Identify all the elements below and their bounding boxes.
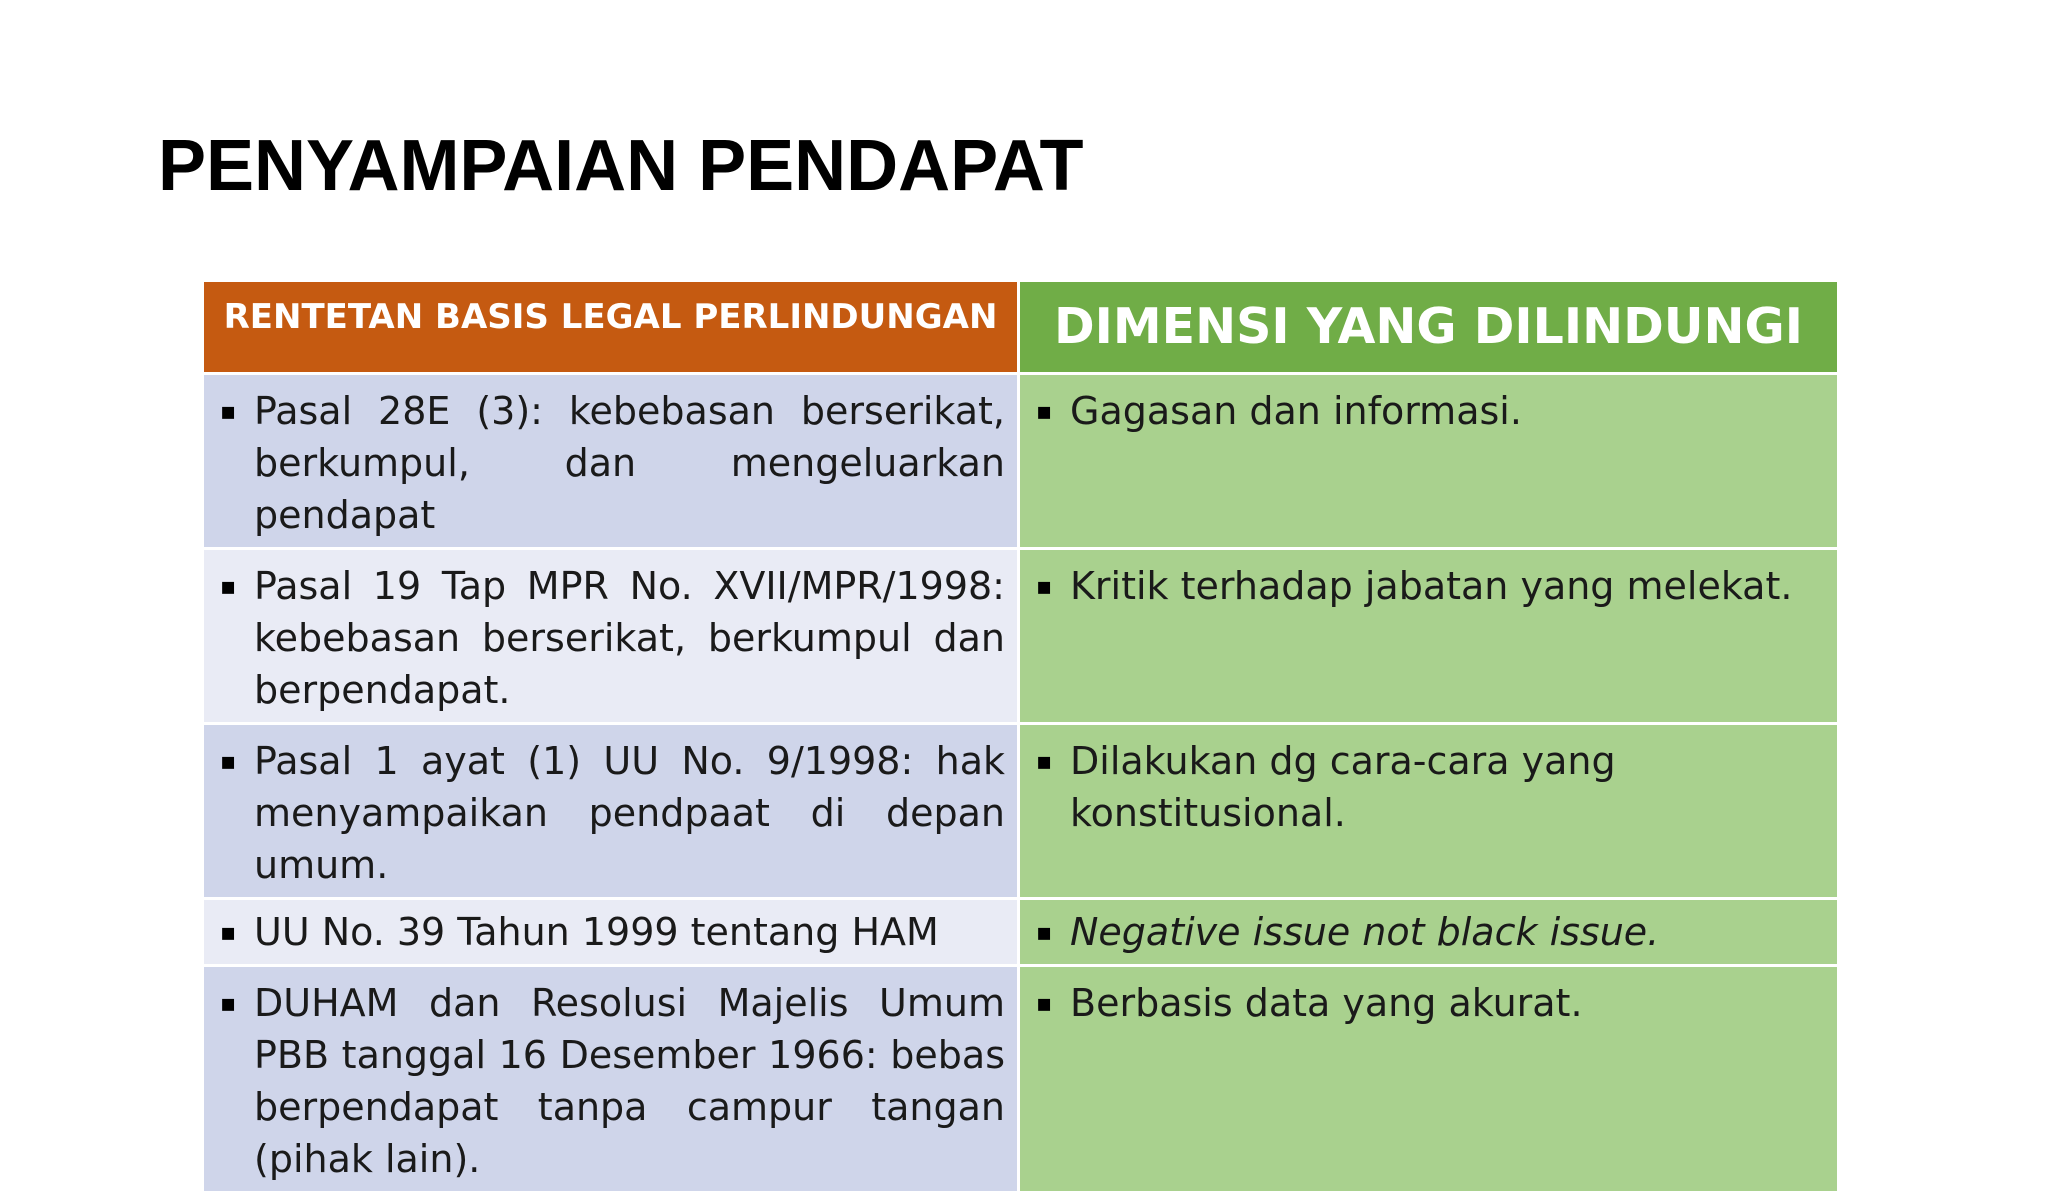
protected-dimension-text: Negative issue not black issue.	[1070, 910, 1660, 954]
table-row	[203, 549, 1839, 724]
square-bullet-icon: ▪	[1036, 918, 1053, 946]
square-bullet-icon: ▪	[220, 572, 237, 600]
protected-dimension-cell	[1019, 724, 1839, 899]
protected-dimension-text: Dilakukan dg cara-cara yang konstitusional.	[1070, 739, 1616, 835]
table-row	[203, 724, 1839, 899]
square-bullet-icon: ▪	[220, 397, 237, 425]
table-row	[203, 966, 1839, 1193]
protected-dimension-cell	[1019, 899, 1839, 966]
protected-dimension-text: Berbasis data yang akurat.	[1070, 981, 1583, 1025]
table-row	[203, 899, 1839, 966]
square-bullet-icon: ▪	[1036, 747, 1053, 775]
header-protected-dimension: DIMENSI YANG DILINDUNGI	[1019, 281, 1839, 374]
slide-title: PENYAMPAIAN PENDAPAT	[158, 126, 1084, 206]
protected-dimension-text: Kritik terhadap jabatan yang melekat.	[1070, 564, 1793, 608]
legal-basis-cell	[203, 549, 1019, 724]
square-bullet-icon: ▪	[220, 918, 237, 946]
table-row	[203, 374, 1839, 549]
legal-basis-cell	[203, 899, 1019, 966]
legal-basis-text: UU No. 39 Tahun 1999 tentang HAM	[254, 910, 939, 954]
table-header-row	[203, 281, 1839, 374]
square-bullet-icon: ▪	[1036, 989, 1053, 1017]
legal-basis-cell	[203, 966, 1019, 1193]
legal-basis-text: Pasal 19 Tap MPR No. XVII/MPR/1998: kebebasan berserikat, berkumpul dan berpendapat.	[254, 564, 1005, 712]
header-legal-basis: RENTETAN BASIS LEGAL PERLINDUNGAN	[203, 281, 1019, 374]
legal-basis-text: Pasal 28E (3): kebebasan berserikat, berkumpul, dan mengeluarkan pendapat	[254, 389, 1005, 537]
square-bullet-icon: ▪	[220, 989, 237, 1017]
square-bullet-icon: ▪	[220, 747, 237, 775]
protected-dimension-cell	[1019, 549, 1839, 724]
square-bullet-icon: ▪	[1036, 397, 1053, 425]
legal-basis-cell	[203, 374, 1019, 549]
protected-dimension-cell	[1019, 374, 1839, 549]
square-bullet-icon: ▪	[1036, 572, 1053, 600]
legal-basis-text: DUHAM dan Resolusi Majelis Umum PBB tanggal 16 Desember 1966: bebas berpendapat tanpa campur tangan (pihak lain).	[254, 981, 1005, 1181]
protected-dimension-text: Gagasan dan informasi.	[1070, 389, 1522, 433]
protected-dimension-cell	[1019, 966, 1839, 1193]
legal-basis-table	[201, 279, 1840, 1194]
legal-basis-cell	[203, 724, 1019, 899]
legal-basis-text: Pasal 1 ayat (1) UU No. 9/1998: hak menyampaikan pendpaat di depan umum.	[254, 739, 1005, 887]
